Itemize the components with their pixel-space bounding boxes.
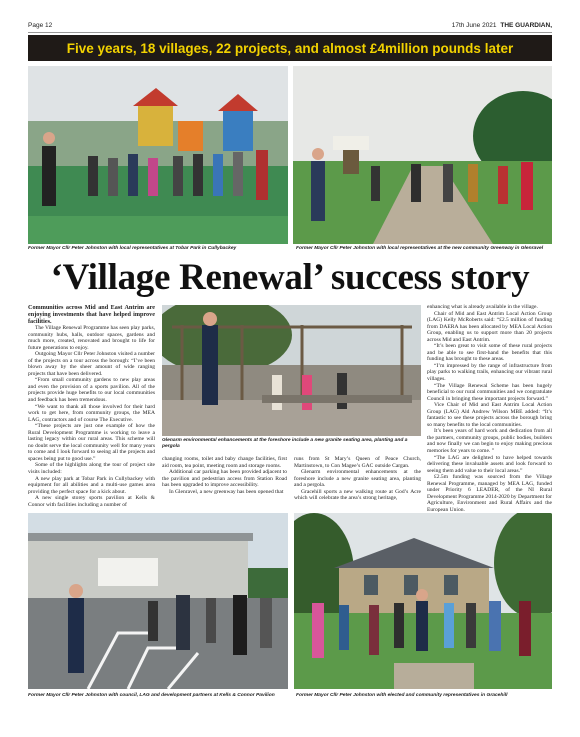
article-paragraph: It’s been years of hard work and dedication from all the partners, community groups, public bodies, builders and now finally we can begin to enjoy making precious memories for years to come. ” — [427, 428, 552, 455]
issue-date-masthead — [452, 22, 552, 29]
caption-kells-connor: Former Mayor Cllr Peter Johnston with council, LAG and development partners at Kells & Connor Pavilion — [28, 693, 275, 698]
article-paragraph: “We want to thank all those involved for their hard work to get here, from community groups, the MEA LAG, contractors and of course The Executive. — [28, 403, 155, 423]
banner-strap — [28, 35, 552, 61]
article-paragraph: “The Village Renewal Scheme has been hugely beneficial to our rural communities and we congratulate Council in bringing these important projects forward.” — [427, 382, 552, 402]
article-paragraph: Vice Chair of Mid and East Antrim Local Action Group (LAG) Ald Andrew Wilson MBE added: “It’s fantastic to see these projects across the borough bring so many benefits to the local communities. — [427, 402, 552, 428]
page-number: Page 12 — [28, 22, 53, 29]
article-column-4 — [427, 304, 552, 514]
article-intro: Communities across Mid and East Antrim are enjoying investments that have helped improve facilities. — [28, 304, 155, 325]
article-paragraph: A new play park at Tobar Park in Cullybackey with equipment for all abilities and a multi-use games area providing the perfect space for a kick about. — [28, 475, 155, 495]
article-paragraph: Gracehill sports a new walking route at God’s Acre which will celebrate the area’s strong heritage, — [294, 488, 421, 502]
issue-date: 17th June 2021 — [451, 22, 497, 29]
caption-gracehill: Former Mayor Cllr Peter Johnston with elected and community representatives in Gracehill — [296, 693, 508, 698]
banner-text: Five years, 18 villages, 22 projects, and almost £4million pounds later — [66, 40, 514, 56]
caption-tobar-park: Former Mayor Cllr Peter Johnston with local representatives at Tobar Park in Cullybackey — [28, 246, 237, 251]
photo-gracehill — [294, 513, 552, 689]
header-rule — [28, 32, 552, 33]
article-paragraph: “I’m impressed by the range of infrastructure from play parks to walking trails, enhancing our vibrant rural villages. — [427, 362, 552, 383]
article-paragraph: £2.5m funding was sourced from the Village Renewal Programme, managed by MEA LAG, funded under Priority 6 LEADER, of the NI Rural Development Programme 2014-2020 by Department for Agriculture, Environment and Rural Affairs and the European Union. — [427, 474, 552, 513]
photo-glenarm-foreshore — [162, 305, 421, 436]
headline: ‘Village Renewal’ success story — [50, 257, 530, 298]
article-column-1 — [28, 304, 155, 508]
article-paragraph: runs from St Mary’s Queen of Peace Church, Martinstown, to Con Magee’s GAC outside Cargan. — [294, 456, 421, 469]
article-column-3 — [294, 456, 421, 502]
paper-name: THE GUARDIAN, — [500, 22, 552, 29]
article-paragraph: enhancing what is already available in the village. — [427, 304, 538, 310]
article-paragraph: changing rooms, toilet and baby change facilities, first aid room, tea point, meeting room and storage rooms. — [162, 456, 287, 469]
caption-glenarm: Glenarm environmental enhancements at the foreshore include a new granite seating area, planting and a pergola — [162, 438, 408, 449]
article-paragraph: Some of the highlights along the tour of project site visits included: — [28, 462, 155, 476]
article-paragraph: Outgoing Mayor Cllr Peter Johnston visited a number of the projects on a tour across the borough: “I’ve been blown away by the sheer amount of wide ranging projects that have been delivered. — [28, 351, 155, 377]
article-paragraph: “The LAG are delighted to have helped towards delivering these invaluable assets and look forward to seeing them add value to their local areas.” — [427, 454, 552, 474]
article-paragraph: “From small community gardens to new play areas and even the provision of a sports pavilion. All of the projects provide huge benefits to our local communities and feedback has been tremendous. — [28, 377, 155, 404]
article-paragraph: The Village Renewal Programme has seen play parks, community hubs, halls, outdoor spaces, gardens and much more, created, renovated and brought to life for future generations to enjoy. — [28, 325, 155, 351]
article-paragraph: In Glenravel, a new greenway has been opened that — [169, 488, 284, 495]
photo-tobar-park — [28, 66, 288, 244]
article-paragraph: “It’s been great to visit some of these rural projects and be able to see first-hand the benefits that this funding has brought to these areas. — [427, 343, 552, 363]
article-paragraph: Glenarm environmental enhancements at the foreshore include a new granite seating area, planting and a pergola. — [294, 469, 421, 489]
article-paragraph: Chair of Mid and East Antrim Local Action Group (LAG) Kelly McRoberts said: “£2.5 million of funding from DAERA has been allocated by MEA Local Action Group, enabling us to support more than 20 projects across Mid and East Antrim. — [427, 310, 552, 343]
article-column-2 — [162, 456, 287, 495]
article-paragraph: Additional car parking has been provided adjacent to the pavilion and pedestrian access from Station Road has been upgraded to improve accessibility. — [162, 469, 287, 489]
article-paragraph: A new single storey sports pavilion at Kells & Connor with facilities including a number of — [28, 495, 155, 508]
caption-glenravel: Former Mayor Cllr Peter Johnston with local representatives at the new community Greenway in Glenravel — [296, 246, 544, 251]
photo-kells-connor-pavilion — [28, 513, 288, 689]
photo-glenravel-greenway — [293, 66, 552, 244]
article-paragraph: “These projects are just one example of how the Rural Development Programme is working to leave a lasting legacy within our rural areas. This scheme will no doubt serve the local community well for many years to come and I look forward to seeing all the projects and spaces being put to good use.” — [28, 423, 155, 462]
